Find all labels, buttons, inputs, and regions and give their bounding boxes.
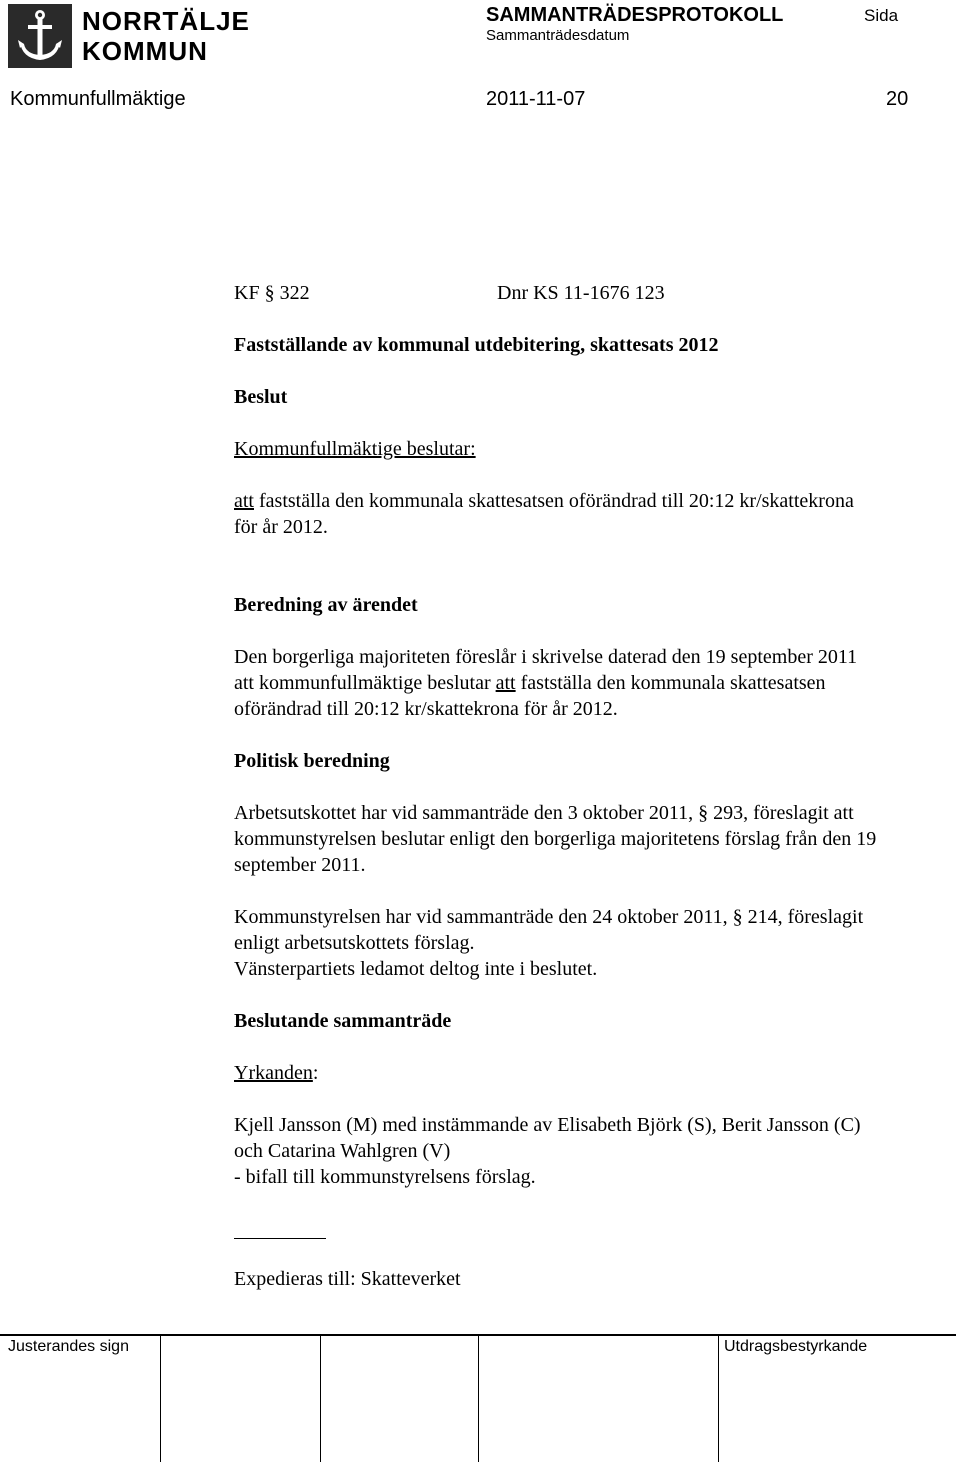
beredning-line-3: oförändrad till 20:12 kr/skattekrona för år 2012. (234, 698, 618, 720)
politisk-p2-line-1: Kommunstyrelsen har vid sammanträde den 24 oktober 2011, § 214, föreslagit (234, 906, 864, 928)
case-title: Fastställande av kommunal utdebitering, skattesats 2012 (234, 334, 719, 356)
beslut-line-1-rest: fastställa den kommunala skattesatsen oförändrad till 20:12 kr/skattekrona (254, 490, 854, 512)
expedieras: Expedieras till: Skatteverket (234, 1268, 461, 1290)
beredning-line-2 (234, 670, 958, 696)
protocol-title: SAMMANTRÄDESPROTOKOLL (486, 4, 784, 26)
politisk-paragraph-2 (234, 904, 958, 982)
yrkande-line-3: - bifall till kommunstyrelsens förslag. (234, 1166, 536, 1188)
politisk-p1-line-2: kommunstyrelsen beslutar enligt den borgerliga majoritetens förslag från den 19 (234, 828, 877, 850)
logo-line-2: KOMMUN (82, 36, 208, 66)
beslutande-heading: Beslutande sammanträde (234, 1010, 452, 1032)
politisk-p2-line-2: enligt arbetsutskottets förslag. (234, 932, 475, 954)
separator-line (234, 1238, 326, 1239)
beslut-intro (234, 436, 958, 462)
footer-divider-2 (320, 1336, 321, 1462)
page-label: Sida (864, 6, 899, 25)
beslut-heading: Beslut (234, 386, 288, 408)
justerandes-sign-label: Justerandes sign (8, 1338, 129, 1355)
yrkanden-colon: : (312, 1062, 319, 1084)
politisk-paragraph-1 (234, 800, 958, 878)
date-label: Sammanträdesdatum (486, 27, 630, 44)
politisk-p1-line-3: september 2011. (234, 854, 366, 876)
yrkanden-label (234, 1060, 958, 1086)
beredning-heading (234, 592, 958, 618)
footer-divider-3 (478, 1336, 479, 1462)
page-number: 20 (886, 88, 909, 110)
politisk-heading: Politisk beredning (234, 750, 390, 772)
municipality-logo-icon (8, 4, 72, 68)
beslut-line-1 (234, 488, 958, 514)
beslut-intro-text: Kommunfullmäktige beslutar: (234, 438, 476, 460)
beslut-att: att (234, 490, 254, 512)
dnr: Dnr KS 11-1676 123 (497, 282, 665, 304)
yrkande-line-2: och Catarina Wahlgren (V) (234, 1140, 451, 1162)
logo-wordmark (82, 6, 250, 66)
yrkande-text (234, 1112, 958, 1190)
kf-paragraph: KF § 322 (234, 282, 310, 304)
beredning-att: att (495, 672, 516, 694)
beslut-line-2: för år 2012. (234, 516, 328, 538)
beredning-line-2-a: att kommunfullmäktige beslutar (234, 672, 496, 694)
beslut-text (234, 488, 958, 540)
logo-line-1: NORRTÄLJE (82, 6, 250, 36)
yrkanden-text: Yrkanden (234, 1062, 313, 1084)
body-name: Kommunfullmäktige (10, 88, 186, 110)
meeting-date: 2011-11-07 (486, 88, 586, 110)
yrkande-line-1: Kjell Jansson (M) med instämmande av Elisabeth Björk (S), Berit Jansson (C) (234, 1114, 861, 1136)
beredning-heading-text: Beredning av ärendet (234, 594, 418, 616)
politisk-p2-line-3: Vänsterpartiets ledamot deltog inte i beslutet. (234, 958, 598, 980)
beredning-line-2-b: fastställa den kommunala skattesatsen (515, 672, 826, 694)
footer-divider-1 (160, 1336, 161, 1462)
footer-divider-4 (718, 1336, 719, 1462)
signature-footer (0, 1334, 960, 1462)
beredning-line-1: Den borgerliga majoriteten föreslår i skrivelse daterad den 19 september 2011 (234, 646, 858, 668)
politisk-p1-line-1: Arbetsutskottet har vid sammanträde den 3 oktober 2011, § 293, föreslagit att (234, 802, 854, 824)
utdragsbestyrkande-label: Utdragsbestyrkande (724, 1338, 868, 1355)
beredning-text (234, 644, 958, 722)
